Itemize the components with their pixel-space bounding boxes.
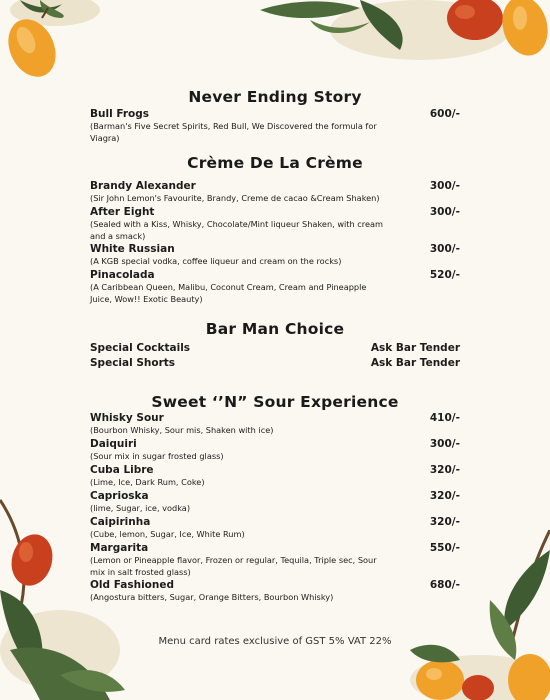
menu-item-special-cocktails — [90, 342, 460, 354]
item-price: 300/- — [429, 438, 460, 450]
item-description: (Barman's Five Secret Spirits, Red Bull, We Discovered the formula for Viagra) — [90, 121, 377, 143]
item-description: (lime, Sugar, ice, vodka) — [90, 503, 191, 513]
item-name: Daiquiri — [90, 438, 137, 450]
section-title-sweet-n-sour-experience: Sweet ‘’N” Sour Experience — [151, 393, 399, 411]
item-description: (Cube, lemon, Sugar, Ice, White Rum) — [90, 529, 245, 539]
menu-item-whisky-sour — [90, 412, 460, 437]
section-title-bar-man-choice: Bar Man Choice — [205, 320, 345, 338]
item-description: (Angostura bitters, Sugar, Orange Bitters, Bourbon Whisky) — [90, 592, 334, 602]
item-price: 680/- — [429, 579, 460, 591]
menu-item-margarita — [90, 542, 460, 578]
item-name: Whisky Sour — [90, 412, 164, 424]
item-value: Ask Bar Tender — [370, 342, 460, 354]
item-name: After Eight — [90, 206, 155, 218]
menu-item-cuba-libre — [90, 464, 460, 489]
item-price: 300/- — [429, 206, 460, 218]
menu-item-special-shorts — [90, 357, 460, 369]
item-name: Caprioska — [90, 490, 149, 502]
top-right-mango-illustration — [250, 0, 550, 80]
item-price: 300/- — [429, 180, 460, 192]
item-name: White Russian — [90, 243, 175, 255]
menu-item-old-fashioned — [90, 579, 460, 604]
item-description: (Sir John Lemon's Favourite, Brandy, Creme de cacao &Cream Shaken) — [90, 193, 380, 203]
item-value: Ask Bar Tender — [370, 357, 460, 369]
menu-item-white-russian — [90, 243, 460, 268]
item-name: Brandy Alexander — [90, 180, 196, 192]
item-price: 410/- — [429, 412, 460, 424]
item-price: 600/- — [429, 108, 460, 120]
menu-item-bull-frogs — [90, 108, 460, 144]
item-name: Cuba Libre — [90, 464, 154, 476]
item-description: (Bourbon Whisky, Sour mis, Shaken with ice) — [90, 425, 274, 435]
menu-item-caipirinha — [90, 516, 460, 541]
section-title-creme-de-la-creme: Crème De La Crème — [187, 154, 363, 172]
menu-item-brandy-alexander — [90, 180, 460, 205]
menu-item-caprioska — [90, 490, 460, 515]
section-title-never-ending-story: Never Ending Story — [188, 88, 362, 106]
footer-tax-note: Menu card rates exclusive of GST 5% VAT 22% — [158, 636, 392, 647]
item-price: 320/- — [429, 490, 460, 502]
item-name: Margarita — [90, 542, 149, 554]
menu-item-daiquiri — [90, 438, 460, 463]
menu-item-after-eight — [90, 206, 460, 242]
item-name: Bull Frogs — [90, 108, 149, 120]
item-name: Old Fashioned — [90, 579, 174, 591]
item-description: (A Caribbean Queen, Malibu, Coconut Cream, Cream and Pineapple Juice, Wow!! Exotic Beauty) — [90, 282, 367, 304]
item-name: Special Cocktails — [90, 342, 191, 354]
item-description: (A KGB special vodka, coffee liqueur and cream on the rocks) — [90, 256, 342, 266]
item-price: 520/- — [429, 269, 460, 281]
item-name: Special Shorts — [90, 357, 176, 369]
item-description: (Lemon or Pineapple flavor, Frozen or regular, Tequila, Triple sec, Sour mix in salt frosted glass) — [90, 555, 377, 577]
item-price: 320/- — [429, 516, 460, 528]
item-description: (Sealed with a Kiss, Whisky, Chocolate/Mint liqueur Shaken, with cream and a smack) — [90, 219, 384, 241]
item-name: Pinacolada — [90, 269, 155, 281]
item-description: (Sour mix in sugar frosted glass) — [90, 451, 224, 461]
item-price: 550/- — [429, 542, 460, 554]
item-description: (Lime, Ice, Dark Rum, Coke) — [90, 477, 205, 487]
menu-item-pinacolada — [90, 269, 460, 305]
item-price: 300/- — [429, 243, 460, 255]
item-price: 320/- — [429, 464, 460, 476]
item-name: Caipirinha — [90, 516, 151, 528]
